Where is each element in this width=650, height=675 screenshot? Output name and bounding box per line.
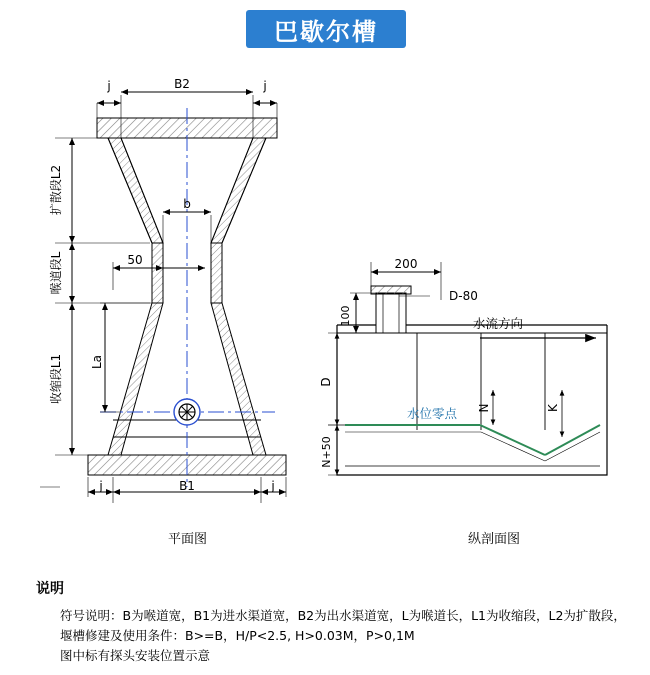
notes-line-3: 图中标有探头安装位置示意 xyxy=(60,648,211,663)
dim-La: La xyxy=(90,354,104,370)
dim-j-bottom-left: j xyxy=(99,479,103,493)
dim-K: K xyxy=(546,404,560,412)
dim-D80: D-80 xyxy=(449,289,478,303)
label-zero-level: 水位零点 xyxy=(407,406,458,421)
dim-b: b xyxy=(183,197,191,211)
dim-B1: B1 xyxy=(179,479,195,493)
label-contraction: 收缩段L1 xyxy=(49,353,63,405)
label-throat: 喉道段L xyxy=(49,251,63,295)
dim-j-top-right: j xyxy=(263,79,267,93)
dim-50: 50 xyxy=(127,253,143,267)
caption-section-view: 纵剖面图 xyxy=(468,532,521,547)
notes-line-2: 堰槽修建及使用条件：B>=B，H/P<2.5, H>0.03M，P>0,1M xyxy=(60,628,415,643)
notes-line-1: 符号说明：B为喉道宽，B1为进水渠道宽，B2为出水渠道宽，L为喉道长，L1为收缩段，L2为扩散段， xyxy=(60,608,626,623)
page-title: 巴歇尔槽 xyxy=(274,17,378,46)
dim-j-top-left: j xyxy=(107,79,111,93)
caption-plan-view: 平面图 xyxy=(168,532,208,547)
plan-view xyxy=(40,92,286,503)
dim-B2: B2 xyxy=(174,77,190,91)
label-flow-direction: 水流方向 xyxy=(473,316,524,331)
dim-N: N xyxy=(477,403,491,413)
dim-100: 100 xyxy=(339,305,352,327)
notes-block xyxy=(36,578,626,666)
dim-200: 200 xyxy=(394,257,418,271)
notes-heading: 说明 xyxy=(36,581,64,597)
dim-j-bottom-right: j xyxy=(271,479,275,493)
dim-D: D xyxy=(319,377,333,387)
dim-N50: N+50 xyxy=(320,436,333,468)
label-diffusion: 扩散段L2 xyxy=(49,164,63,216)
